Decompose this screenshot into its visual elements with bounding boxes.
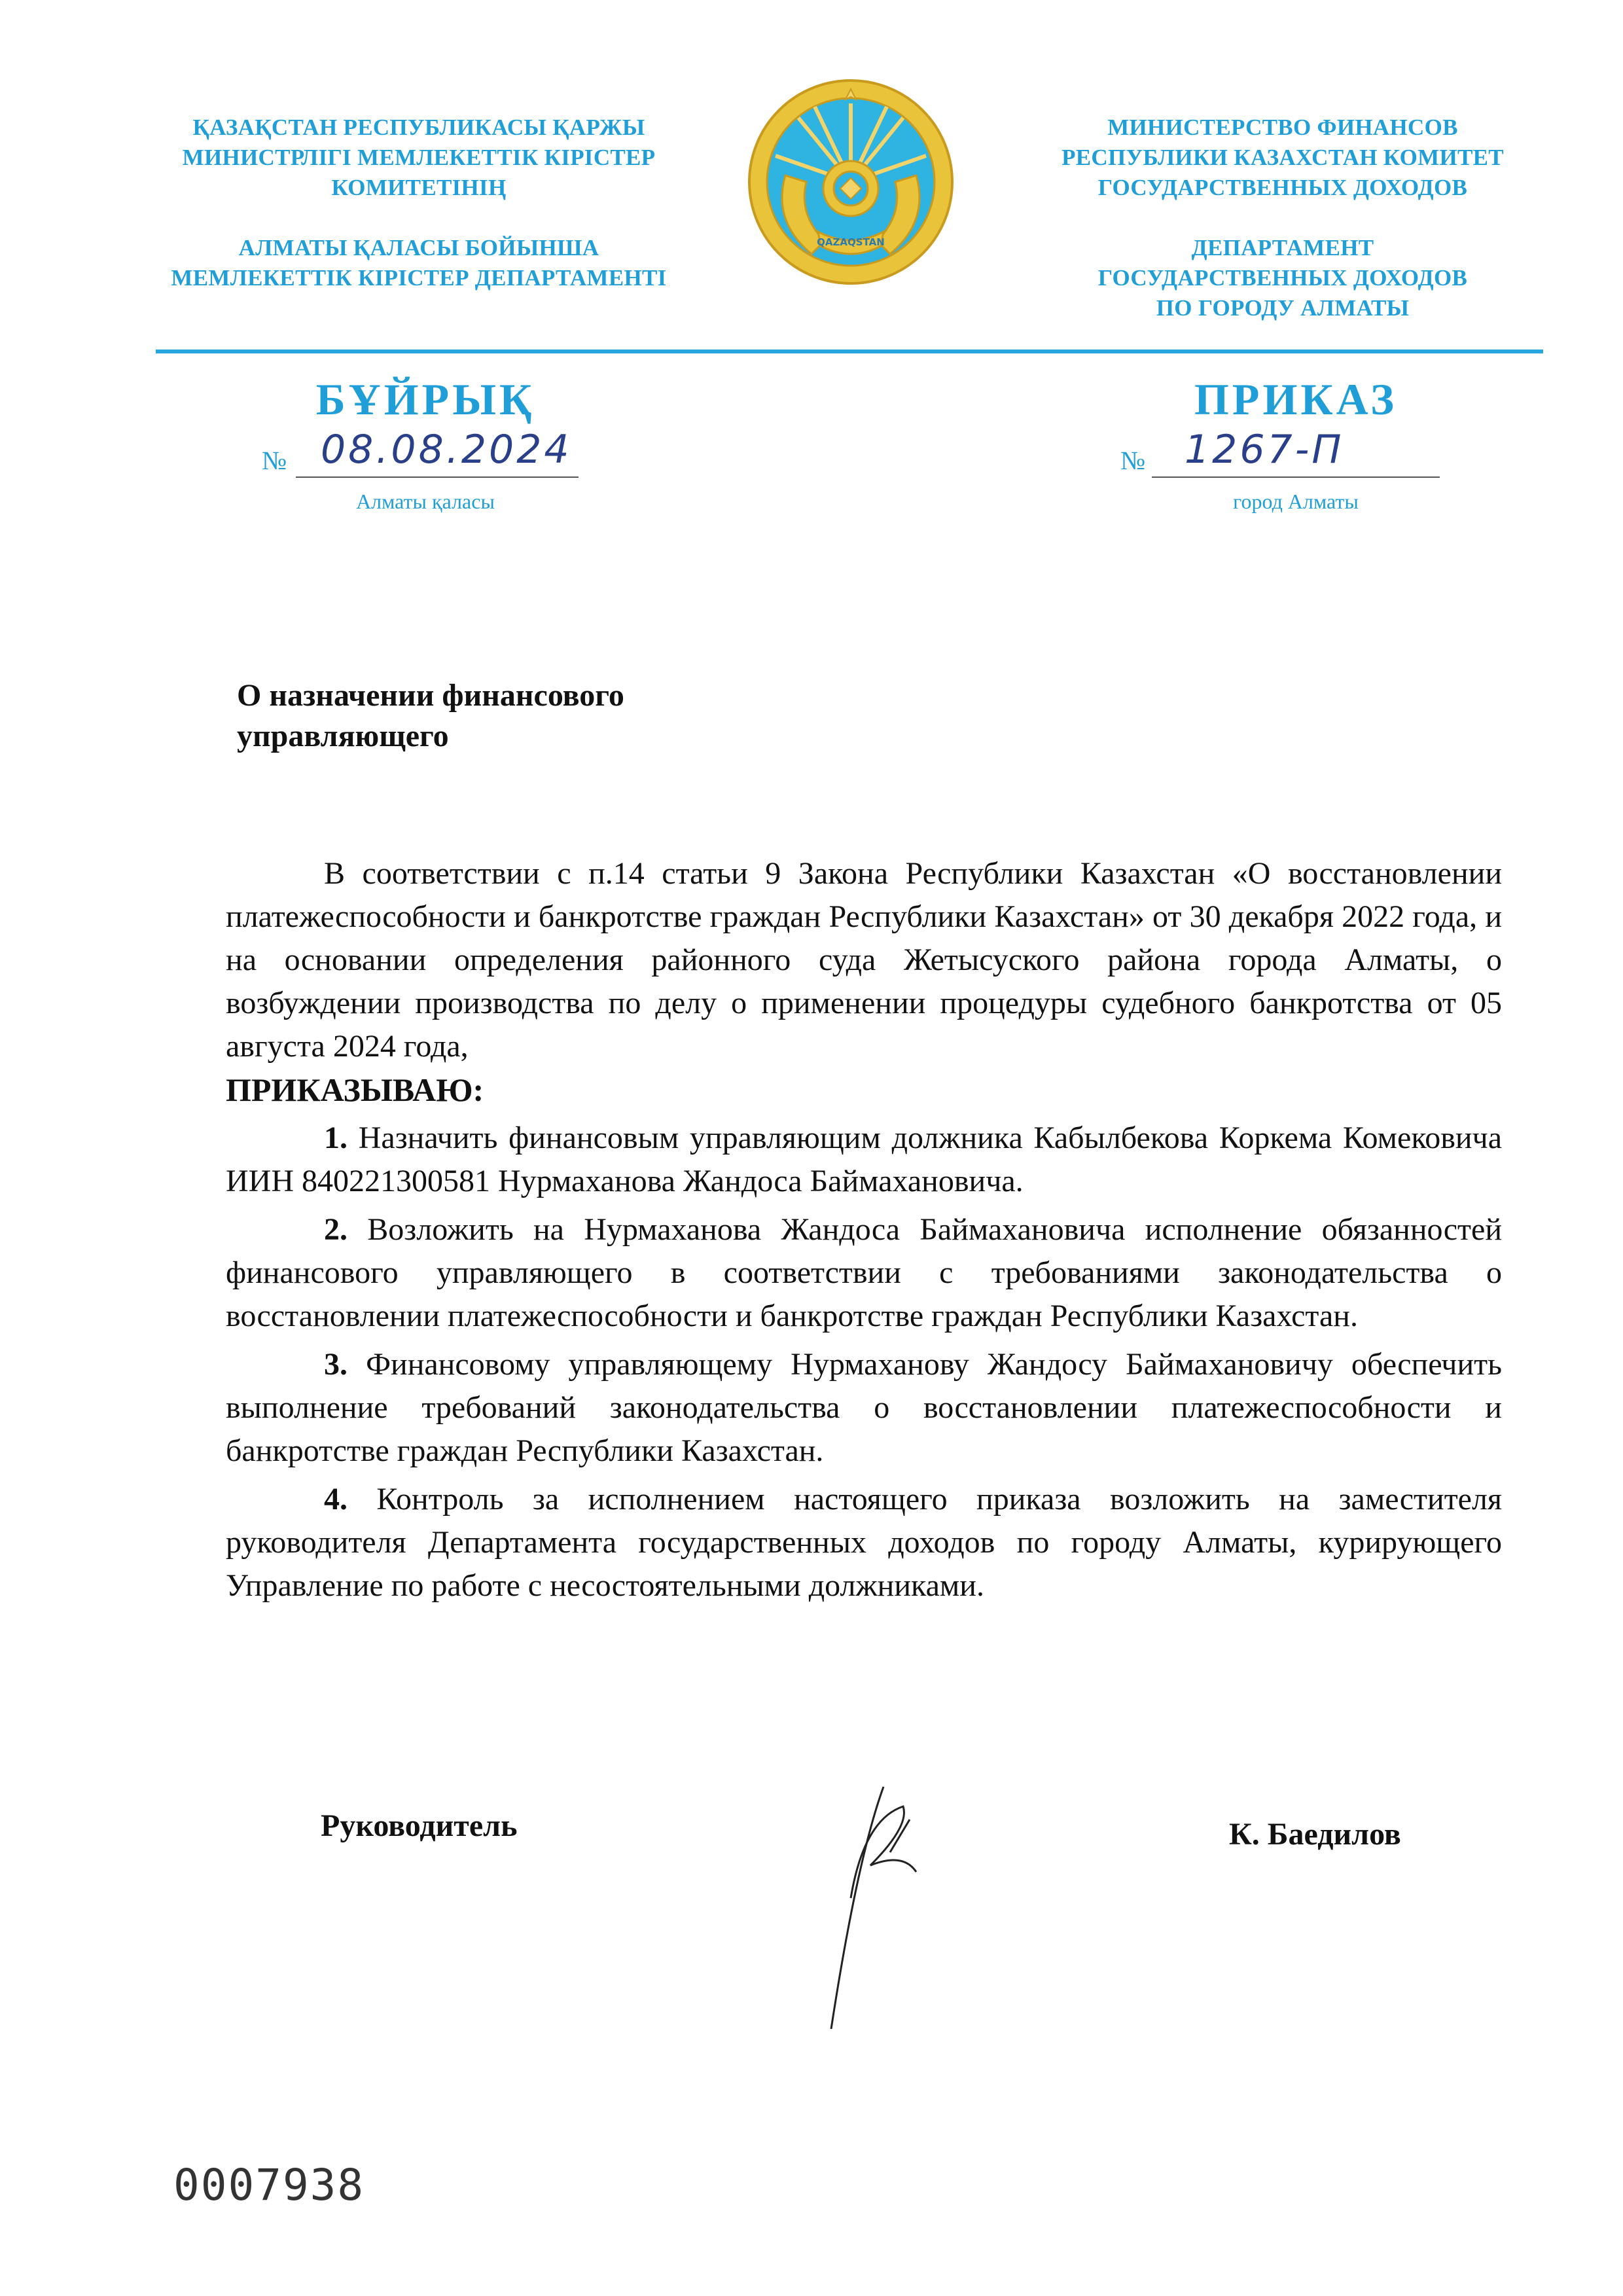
item-text: Финансовому управляющему Нурмаханову Жандосу Баймахановичу обеспечить выполнение требований законодательства о восстановлении платежеспособности и банкротстве граждан Республики Казахстан.	[226, 1347, 1502, 1468]
item-text: Назначить финансовым управляющим должника Кабылбекова Коркема Комековича ИИН 840221300581 Нурмаханова Жандоса Баймахановича.	[226, 1121, 1502, 1198]
doc-title-kazakh: БҰЙРЫҚ	[315, 374, 535, 424]
header-line: ҚАЗАҚСТАН РЕСПУБЛИКАСЫ ҚАРЖЫ	[192, 115, 645, 140]
header-line: АЛМАТЫ ҚАЛАСЫ БОЙЫНША	[238, 235, 599, 260]
header-line: МИНИСТРЛІГІ МЕМЛЕКЕТТІК КІРІСТЕР	[182, 145, 656, 170]
header-line: ГОСУДАРСТВЕННЫХ ДОХОДОВ	[1097, 265, 1468, 291]
order-word: ПРИКАЗЫВАЮ:	[226, 1071, 484, 1108]
handwritten-signature-icon	[812, 1780, 962, 2029]
order-item	[226, 1117, 1502, 1203]
subject-line: управляющего	[237, 719, 449, 753]
item-number: 1.	[324, 1121, 348, 1155]
item-text: Возложить на Нурмаханова Жандоса Баймахановича исполнение обязанностей финансового управляющего в соответствии с требованиями законодательства о восстановлении платежеспособности и банкротстве граждан Республики Казахстан.	[226, 1212, 1503, 1333]
subject-line: О назначении финансового	[237, 678, 624, 713]
number-underline	[1152, 476, 1440, 478]
order-body	[226, 852, 1502, 1607]
place-russian: город Алматы	[1233, 490, 1359, 513]
header-line: МИНИСТЕРСТВО ФИНАНСОВ	[1107, 115, 1458, 140]
order-item	[226, 1208, 1502, 1338]
header-line: ГОСУДАРСТВЕННЫХ ДОХОДОВ	[1097, 175, 1468, 200]
item-number: 3.	[324, 1347, 348, 1382]
header-divider	[156, 350, 1543, 353]
handwritten-date: 08.08.2024	[321, 427, 572, 473]
form-serial-number: 0007938	[173, 2160, 365, 2210]
number-mark: №	[1120, 446, 1146, 475]
header-line: МЕМЛЕКЕТТІК КІРІСТЕР ДЕПАРТАМЕНТІ	[171, 265, 667, 291]
order-item	[226, 1343, 1502, 1473]
signatory-position: Руководитель	[321, 1808, 518, 1843]
emblem-text: QAZAQSTAN	[817, 236, 885, 248]
header-line: КОМИТЕТІНІҢ	[331, 175, 507, 200]
handwritten-number: 1267-П	[1185, 427, 1344, 473]
item-text: Контроль за исполнением настоящего приказа возложить на заместителя руководителя Департамента государственных доходов по городу Алматы, курирующего Управление по работе с несостоятельными должниками.	[226, 1482, 1503, 1603]
order-subject	[237, 675, 891, 757]
header-line: ПО ГОРОДУ АЛМАТЫ	[1156, 295, 1410, 321]
item-number: 4.	[324, 1482, 348, 1516]
place-kazakh: Алматы қаласы	[356, 490, 495, 513]
intro-paragraph: В соответствии с п.14 статьи 9 Закона Республики Казахстан «О восстановлении платежеспособности и банкротстве граждан Республики Казахстан» от 30 декабря 2022 года, и на основании определения районного суда Жетысуского района города Алматы, о возбуждении производства по делу о применении процедуры судебного банкротства от 05 августа 2024 года,	[226, 856, 1502, 1064]
order-item	[226, 1478, 1502, 1607]
header-kazakh	[131, 113, 707, 293]
signatory-name: К. Баедилов	[1229, 1817, 1401, 1852]
header-russian	[1021, 113, 1544, 323]
doc-title-russian: ПРИКАЗ	[1194, 374, 1397, 424]
state-emblem-icon	[746, 77, 955, 287]
number-mark: №	[262, 446, 287, 475]
header-line: ДЕПАРТАМЕНТ	[1191, 235, 1374, 260]
item-number: 2.	[324, 1212, 348, 1247]
header-line: РЕСПУБЛИКИ КАЗАХСТАН КОМИТЕТ	[1061, 145, 1504, 170]
number-underline	[296, 476, 579, 478]
